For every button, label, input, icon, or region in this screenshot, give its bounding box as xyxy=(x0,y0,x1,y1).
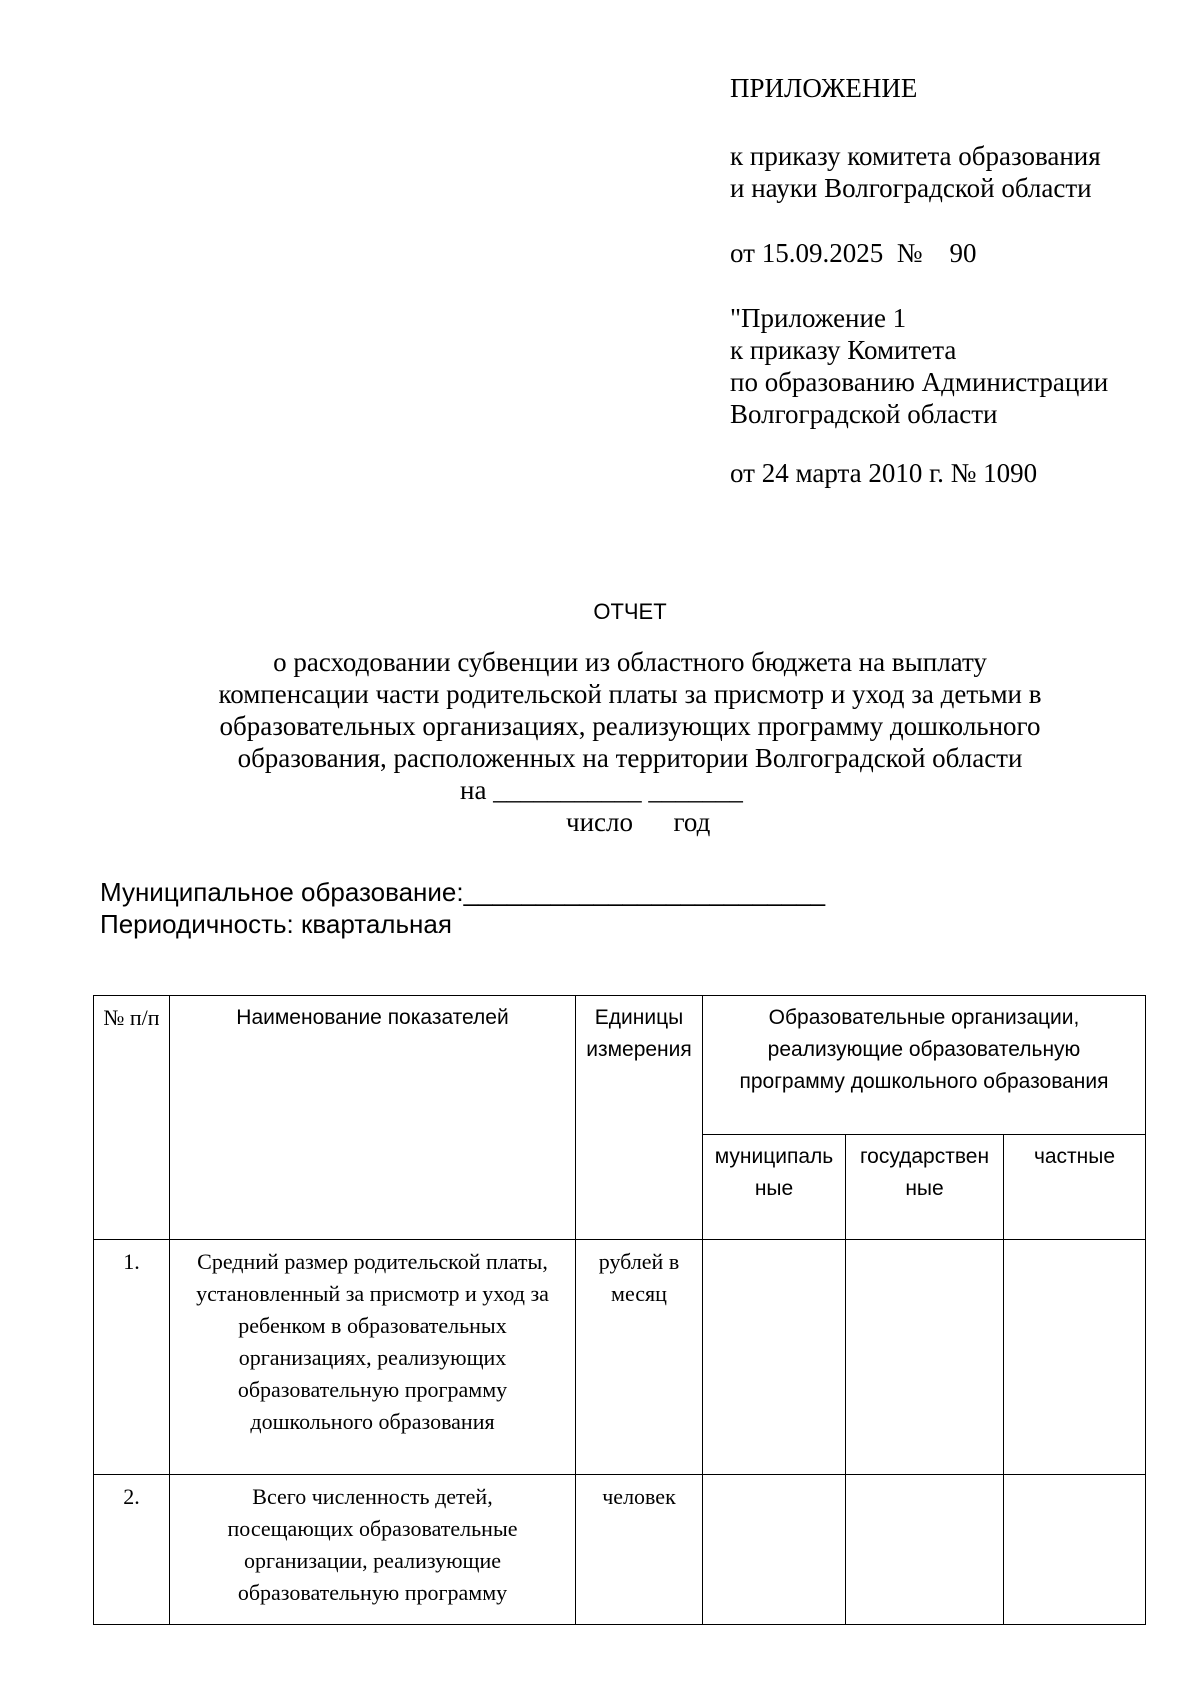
report-table xyxy=(93,995,1146,1625)
row-1-unit-line-1: рублей в xyxy=(598,1249,680,1274)
row-1-municipal-value xyxy=(703,1240,846,1475)
periodicity-line: Периодичность: квартальная xyxy=(100,909,452,939)
subheader-municipal-cell xyxy=(703,1135,846,1240)
subheader-state-line-1: государствен xyxy=(859,1145,990,1168)
table-row xyxy=(94,1240,1146,1475)
report-date-caption: число год xyxy=(566,807,711,837)
row-1-name-line-4: организациях, реализующих xyxy=(238,1345,507,1370)
header-unit-line-2: измерения xyxy=(586,1038,692,1061)
header-unit-line-1: Единицы xyxy=(594,1006,684,1029)
row-1-name-line-1: Средний размер родительской платы, xyxy=(197,1249,548,1274)
appendix-title: ПРИЛОЖЕНИЕ xyxy=(730,73,918,103)
report-subtitle-4: образования, расположенных на территории Волгоградской области xyxy=(237,743,1023,773)
prev-appendix-line-2: к приказу Комитета xyxy=(730,335,957,365)
row-1-name-line-6: дошкольного образования xyxy=(250,1409,495,1434)
header-num-cell xyxy=(94,996,170,1240)
header-orgs-line-2: реализующие образовательную xyxy=(767,1038,1081,1061)
municipality-line: Муниципальное образование:_________________________ xyxy=(100,877,826,907)
header-name-cell xyxy=(170,996,576,1240)
subheader-municipal-line-1: муниципаль xyxy=(714,1145,834,1168)
order-line-2: и науки Волгоградской области xyxy=(730,173,1092,203)
row-1-name-cell xyxy=(170,1240,576,1475)
row-2-municipal-value xyxy=(703,1475,846,1625)
subheader-state-cell xyxy=(846,1135,1004,1240)
order-date: от 15.09.2025 № 90 xyxy=(730,238,977,268)
subheader-private-cell xyxy=(1004,1135,1146,1240)
row-2-name-line-1: Всего численность детей, xyxy=(252,1484,493,1509)
row-2-name-line-3: организации, реализующие xyxy=(244,1548,501,1573)
row-2-private-value xyxy=(1004,1475,1146,1625)
row-1-unit-line-2: месяц xyxy=(611,1281,667,1306)
header-unit-cell xyxy=(576,996,703,1240)
row-2-name-cell xyxy=(170,1475,576,1625)
table-header-row xyxy=(94,996,1146,1135)
row-2-unit-line-1: человек xyxy=(602,1484,676,1509)
row-2-num-cell xyxy=(94,1475,170,1625)
row-2-state-value xyxy=(846,1475,1004,1625)
report-subtitle-2: компенсации части родительской платы за присмотр и уход за детьми в xyxy=(218,679,1042,709)
header-name: Наименование показателей xyxy=(236,1006,509,1029)
row-1-name-line-3: ребенком в образовательных xyxy=(238,1313,507,1338)
subheader-state-line-2: ные xyxy=(905,1177,944,1200)
prev-appendix-line-4: Волгоградской области xyxy=(730,399,998,429)
row-1-name-line-5: образовательную программу xyxy=(237,1377,508,1402)
report-title: ОТЧЕТ xyxy=(593,599,667,624)
prev-appendix-line-1: "Приложение 1 xyxy=(730,303,907,333)
header-orgs-line-3: программу дошкольного образования xyxy=(739,1070,1109,1093)
report-subtitle-3: образовательных организациях, реализующих программу дошкольного xyxy=(219,711,1041,741)
report-subtitle-1: о расходовании субвенции из областного бюджета на выплату xyxy=(273,647,987,677)
table-row xyxy=(94,1475,1146,1625)
header-num: № п/п xyxy=(103,1005,160,1030)
row-1-num: 1. xyxy=(123,1249,140,1274)
row-1-name-line-2: установленный за присмотр и уход за xyxy=(196,1281,549,1306)
row-1-state-value xyxy=(846,1240,1004,1475)
row-1-num-cell xyxy=(94,1240,170,1475)
report-date-line: на ___________ _______ xyxy=(460,775,743,805)
subheader-municipal-line-2: ные xyxy=(754,1177,794,1200)
row-2-num: 2. xyxy=(123,1484,140,1509)
order-line-1: к приказу комитета образования xyxy=(730,141,1101,171)
row-2-unit-cell xyxy=(576,1475,703,1625)
row-2-name-line-2: посещающих образовательные xyxy=(227,1516,518,1541)
prev-order-date: от 24 марта 2010 г. № 1090 xyxy=(730,458,1038,488)
row-1-private-value xyxy=(1004,1240,1146,1475)
row-1-unit-cell xyxy=(576,1240,703,1475)
row-2-name-line-4: образовательную программу xyxy=(237,1580,508,1605)
header-orgs-cell xyxy=(703,996,1146,1135)
prev-appendix-line-3: по образованию Администрации xyxy=(730,367,1109,397)
header-orgs-line-1: Образовательные организации, xyxy=(768,1006,1080,1029)
subheader-private: частные xyxy=(1033,1145,1116,1168)
